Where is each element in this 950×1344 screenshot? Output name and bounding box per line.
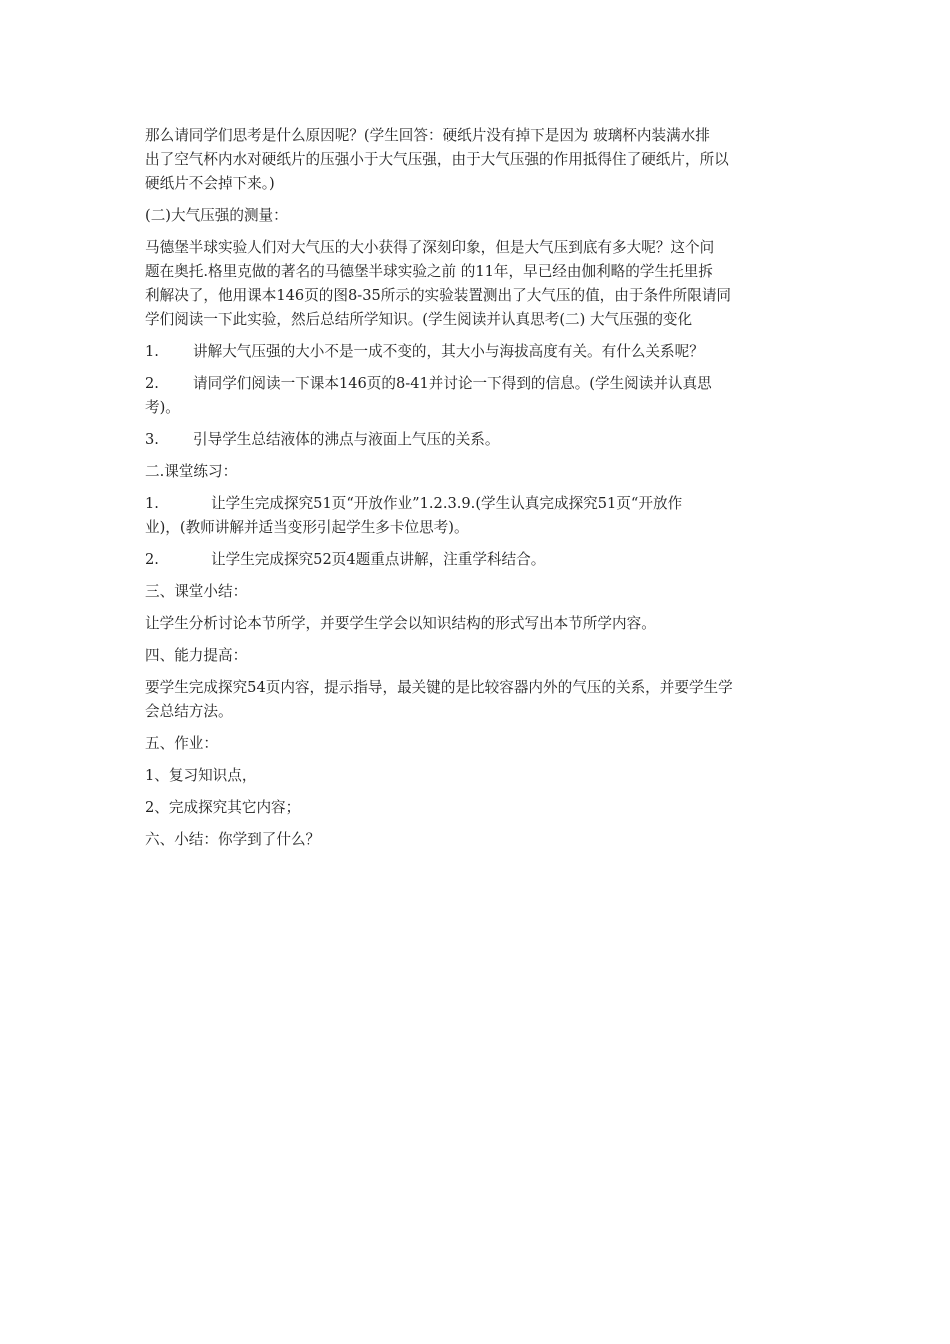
text-line: 出了空气杯内水对硬纸片的压强小于大气压强，由于大气压强的作用抵得住了硬纸片，所以 [145, 151, 729, 168]
text-line: 马德堡半球实验人们对大气压的大小获得了深刻印象，但是大气压到底有多大呢？这个问 [145, 239, 715, 256]
section-heading-practice: 二.课堂练习： [145, 463, 238, 480]
list-item [145, 428, 810, 452]
summary-paragraph [145, 612, 810, 636]
text-line: 讲解大气压强的大小不是一成不变的，其大小与海拔高度有关。有什么关系呢？ [193, 343, 704, 360]
text-line: 会总结方法。 [145, 703, 233, 720]
homework-item: 1、复习知识点， [145, 767, 257, 784]
list-item [145, 372, 810, 420]
measure-paragraph [145, 236, 810, 332]
list-number: 2. [145, 375, 159, 392]
text-line: 考)。 [145, 399, 180, 416]
list-number: 3. [145, 431, 159, 448]
list-item [145, 340, 810, 364]
text-line: 让学生分析讨论本节所学，并要学生学会以知识结构的形式写出本节所学内容。 [145, 615, 656, 632]
text-line: 让学生完成探究52页4题重点讲解，注重学科结合。 [211, 551, 546, 568]
section-heading-ability: 四、能力提高： [145, 647, 248, 664]
text-line: 硬纸片不会掉下来。) [145, 175, 275, 192]
list-text [193, 340, 810, 364]
section-heading-summary: 三、课堂小结： [145, 583, 248, 600]
list-item [145, 548, 810, 572]
intro-paragraph [145, 124, 810, 196]
ability-paragraph [145, 676, 810, 724]
list-number: 1. [145, 343, 159, 360]
section-heading-homework: 五、作业： [145, 735, 218, 752]
homework-item: 2、完成探究其它内容； [145, 799, 301, 816]
text-line: 请同学们阅读一下课本146页的8-41并讨论一下得到的信息。(学生阅读并认真思 [193, 375, 712, 392]
text-line: 利解决了，他用课本146页的图8-35所示的实验装置测出了大气压的值，由于条件所限请同 [145, 287, 732, 304]
list-number: 1. [145, 495, 159, 512]
text-line: 让学生完成探究51页“开放作业”1.2.3.9.(学生认真完成探究51页“开放作 [211, 495, 683, 512]
section-heading-measure: (二)大气压强的测量： [145, 207, 288, 224]
text-line: 引导学生总结液体的沸点与液面上气压的关系。 [193, 431, 500, 448]
text-line: 业)，(教师讲解并适当变形引起学生多卡位思考)。 [145, 519, 469, 536]
list-text [193, 428, 810, 452]
text-line: 学们阅读一下此实验，然后总结所学知识。(学生阅读并认真思考(二) 大气压强的变化 [145, 311, 693, 328]
document-body [145, 124, 810, 860]
section-heading-final: 六、小结：你学到了什么？ [145, 831, 321, 848]
text-line: 题在奥托.格里克做的著名的马德堡半球实验之前 的11年，早已经由伽利略的学生托里拆 [145, 263, 713, 280]
list-item [145, 492, 810, 540]
list-number: 2. [145, 551, 159, 568]
text-line: 要学生完成探究54页内容，提示指导，最关键的是比较容器内外的气压的关系，并要学生学 [145, 679, 733, 696]
text-line: 那么请同学们思考是什么原因呢？(学生回答：硬纸片没有掉下是因为 玻璃杯内装满水排 [145, 127, 710, 144]
list-text [211, 548, 810, 572]
